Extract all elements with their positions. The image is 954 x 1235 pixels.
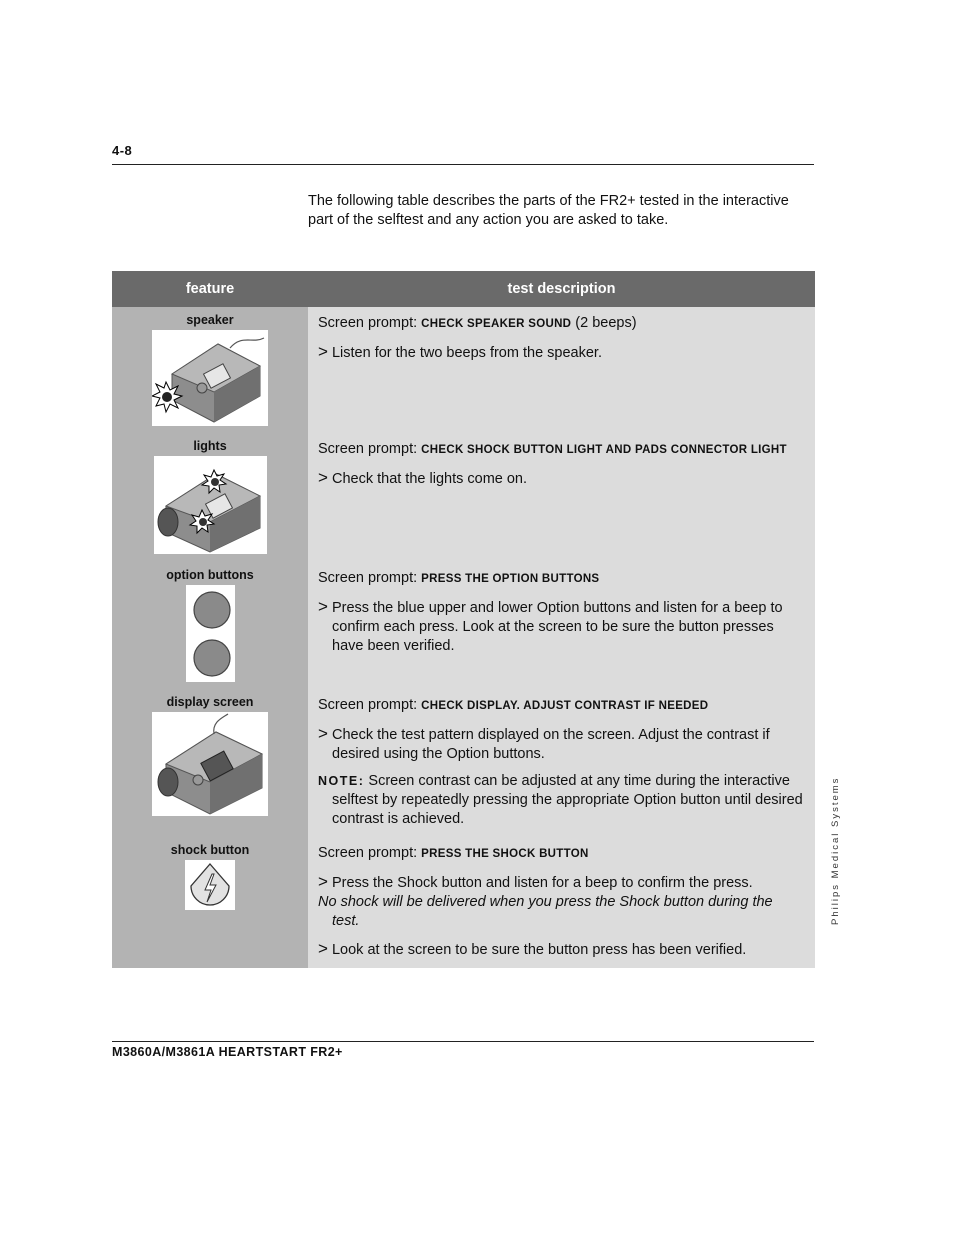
table-row-display-screen: [112, 689, 815, 837]
instruction-step: [318, 597, 803, 656]
prompt-text: CHECK SPEAKER SOUND: [421, 318, 572, 330]
screen-prompt: [318, 844, 803, 864]
note: [318, 772, 803, 829]
screen-prompt: [318, 696, 803, 716]
step-text: Press the blue upper and lower Option buttons and listen for a beep to confirm each press. Look at the screen to be sure the button presses have been verified.: [331, 600, 783, 654]
column-header-feature: feature: [112, 271, 308, 307]
prompt-text: CHECK DISPLAY. ADJUST CONTRAST IF NEEDED: [421, 700, 709, 712]
side-publisher-text: Philips Medical Systems: [830, 776, 841, 925]
step-text: Look at the screen to be sure the button press has been verified.: [331, 942, 747, 958]
defibrillator-display-icon: [152, 712, 268, 816]
defibrillator-speaker-icon: [152, 330, 268, 426]
feature-cell: [112, 837, 308, 968]
defibrillator-lights-icon: [154, 456, 267, 554]
instruction-step: [318, 342, 803, 363]
footer-rule: [112, 1041, 814, 1042]
table-row-shock-button: [112, 837, 815, 968]
header-rule: [112, 164, 814, 165]
display-screen-image: [152, 712, 268, 816]
table-row-speaker: [112, 307, 815, 433]
feature-table: [112, 271, 815, 968]
description-cell: [308, 307, 815, 433]
feature-cell: [112, 307, 308, 433]
screen-prompt: [318, 314, 803, 334]
lights-device-image: [154, 456, 267, 554]
feature-label: option buttons: [166, 568, 254, 582]
feature-cell: [112, 562, 308, 689]
feature-label: lights: [193, 439, 227, 453]
instruction-step: [318, 939, 803, 960]
footer-product-name: M3860A/M3861A HEARTSTART FR2+: [112, 1045, 343, 1059]
option-buttons-image: [186, 585, 235, 682]
step-arrow-icon: >: [318, 597, 328, 616]
prompt-text: CHECK SHOCK BUTTON LIGHT AND PADS CONNECTOR LIGHT: [421, 444, 787, 456]
step-text: Check that the lights come on.: [331, 471, 528, 487]
note-label: NOTE:: [318, 774, 365, 788]
table-row-lights: [112, 433, 815, 562]
prompt-text: PRESS THE OPTION BUTTONS: [421, 573, 600, 585]
table-header-row: [112, 271, 815, 307]
note-text: Screen contrast can be adjusted at any time during the interactive selftest by repeatedly pressing the appropriate Option button until desired contrast is achieved.: [332, 773, 803, 827]
feature-label: display screen: [166, 695, 254, 709]
step-arrow-icon: >: [318, 468, 328, 487]
shock-lightning-icon: [185, 860, 235, 910]
step-text: Check the test pattern displayed on the screen. Adjust the contrast if desired using the Option buttons.: [331, 727, 770, 762]
speaker-device-image: [152, 330, 268, 426]
prompt-label: Screen prompt:: [318, 570, 422, 586]
description-cell: [308, 837, 815, 968]
prompt-label: Screen prompt:: [318, 315, 422, 331]
step-arrow-icon: >: [318, 342, 328, 361]
step-warning: No shock will be delivered when you press the Shock button during the test.: [318, 894, 773, 929]
step-arrow-icon: >: [318, 872, 328, 891]
column-header-description: test description: [308, 271, 815, 307]
description-cell: [308, 689, 815, 837]
step-text: Listen for the two beeps from the speaker.: [331, 345, 602, 361]
step-arrow-icon: >: [318, 939, 328, 958]
prompt-text: PRESS THE SHOCK BUTTON: [421, 848, 589, 860]
prompt-label: Screen prompt:: [318, 697, 422, 713]
instruction-step: [318, 468, 803, 489]
table-row-option-buttons: [112, 562, 815, 689]
option-buttons-icon: [186, 585, 235, 682]
description-cell: [308, 433, 815, 562]
page-number: 4-8: [112, 143, 133, 158]
screen-prompt: [318, 569, 803, 589]
shock-button-image: [185, 860, 235, 910]
prompt-label: Screen prompt:: [318, 845, 422, 861]
step-text: Press the Shock button and listen for a beep to confirm the press.: [331, 875, 753, 891]
feature-cell: [112, 433, 308, 562]
feature-label: speaker: [186, 313, 234, 327]
feature-cell: [112, 689, 308, 837]
description-cell: [308, 562, 815, 689]
intro-paragraph: The following table describes the parts of the FR2+ tested in the interactive part of the selftest and any action you are asked to take.: [308, 193, 789, 228]
prompt-suffix: (2 beeps): [571, 315, 637, 331]
instruction-step: [318, 872, 803, 931]
prompt-label: Screen prompt:: [318, 441, 422, 457]
feature-label: shock button: [170, 843, 250, 857]
instruction-step: [318, 724, 803, 764]
step-arrow-icon: >: [318, 724, 328, 743]
screen-prompt: [318, 440, 803, 460]
